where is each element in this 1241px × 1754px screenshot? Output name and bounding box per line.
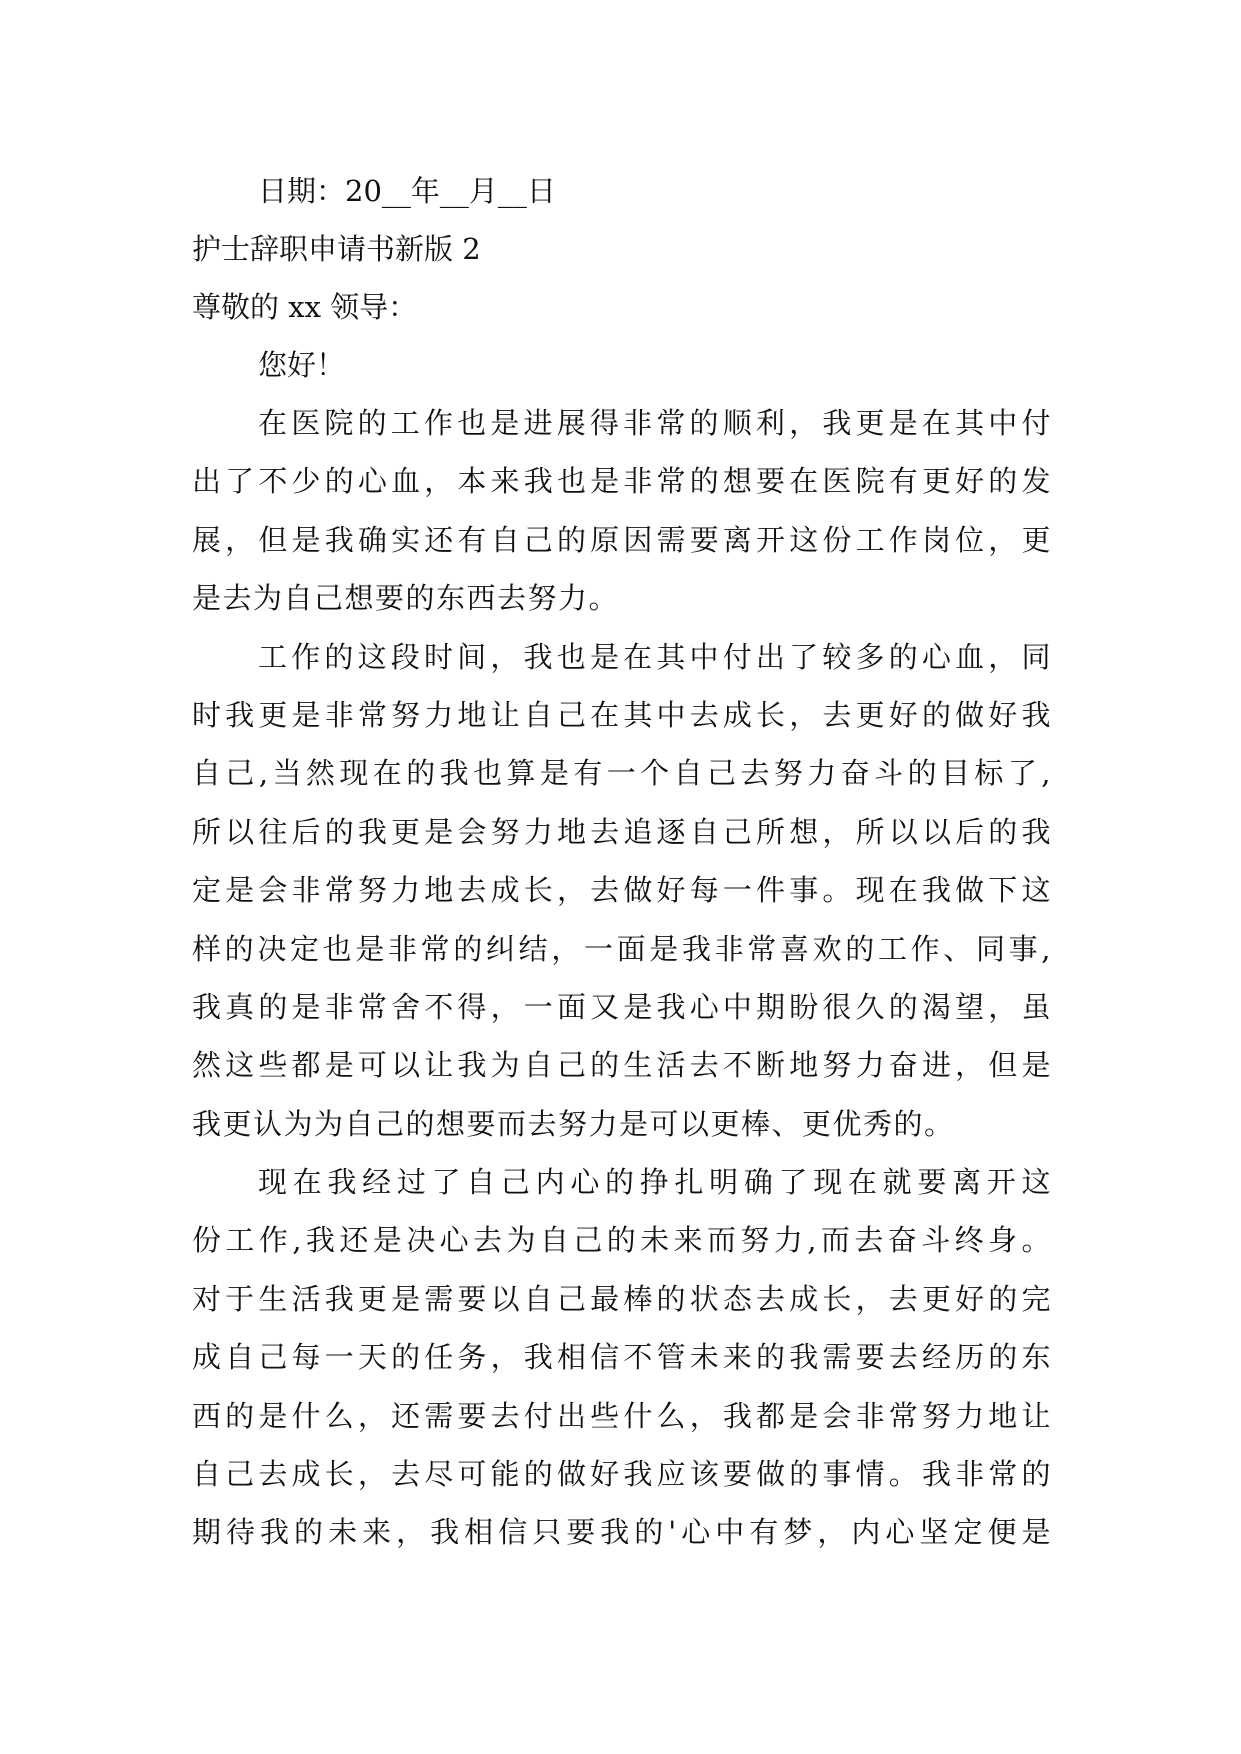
paragraph-1 (192, 394, 1052, 628)
paragraph-line: 我真的是非常舍不得，一面又是我心中期盼很久的渴望，虽 (192, 989, 1052, 1024)
letter-body (192, 162, 1052, 1562)
paragraph-line: 是去为自己想要的东西去努力。 (192, 581, 620, 616)
greeting: 您好！ (258, 348, 346, 382)
paragraph-line: 所以往后的我更是会努力地去追逐自己所想，所以以后的我 (192, 814, 1052, 849)
paragraph-line: 对于生活我更是需要以自己最棒的状态去成长，去更好的完 (192, 1281, 1052, 1316)
paragraph-line: 自己去成长，去尽可能的做好我应该要做的事情。我非常的 (192, 1457, 1052, 1492)
paragraph-2 (192, 628, 1052, 1154)
paragraph-line: 展，但是我确实还有自己的原因需要离开这份工作岗位，更 (192, 522, 1052, 557)
document-title: 护士辞职申请书新版 2 (192, 232, 481, 266)
paragraph-line: 份工作,我还是决心去为自己的未来而努力,而去奋斗终身。 (192, 1223, 1052, 1258)
paragraph-line: 在医院的工作也是进展得非常的顺利，我更是在其中付 (258, 406, 1052, 440)
paragraph-line: 现在我经过了自己内心的挣扎明确了现在就要离开这 (258, 1165, 1052, 1200)
paragraph-line: 期待我的未来，我相信只要我的'心中有梦，内心坚定便是 (192, 1515, 1052, 1550)
paragraph-line: 然这些都是可以让我为自己的生活去不断地努力奋进，但是 (192, 1048, 1052, 1083)
paragraph-3 (192, 1153, 1052, 1562)
paragraph-line: 工作的这段时间，我也是在其中付出了较多的心血，同 (258, 639, 1052, 674)
paragraph-line: 时我更是非常努力地让自己在其中去成长，去更好的做好我 (192, 697, 1052, 732)
paragraph-line: 出了不少的心血，本来我也是非常的想要在医院有更好的发 (192, 464, 1052, 499)
paragraph-line: 样的决定也是非常的纠结，一面是我非常喜欢的工作、同事, (192, 931, 1052, 966)
salutation: 尊敬的 xx 领导： (192, 290, 418, 324)
paragraph-line: 定是会非常努力地去成长，去做好每一件事。现在我做下这 (192, 873, 1052, 908)
paragraph-line: 西的是什么，还需要去付出些什么，我都是会非常努力地让 (192, 1398, 1052, 1433)
paragraph-line: 我更认为为自己的想要而去努力是可以更棒、更优秀的。 (192, 1106, 955, 1141)
paragraph-line: 成自己每一天的任务，我相信不管未来的我需要去经历的东 (192, 1340, 1052, 1375)
paragraph-line: 自己,当然现在的我也算是有一个自己去努力奋斗的目标了, (192, 756, 1052, 791)
date-line: 日期：20__年__月__日 (258, 174, 556, 208)
